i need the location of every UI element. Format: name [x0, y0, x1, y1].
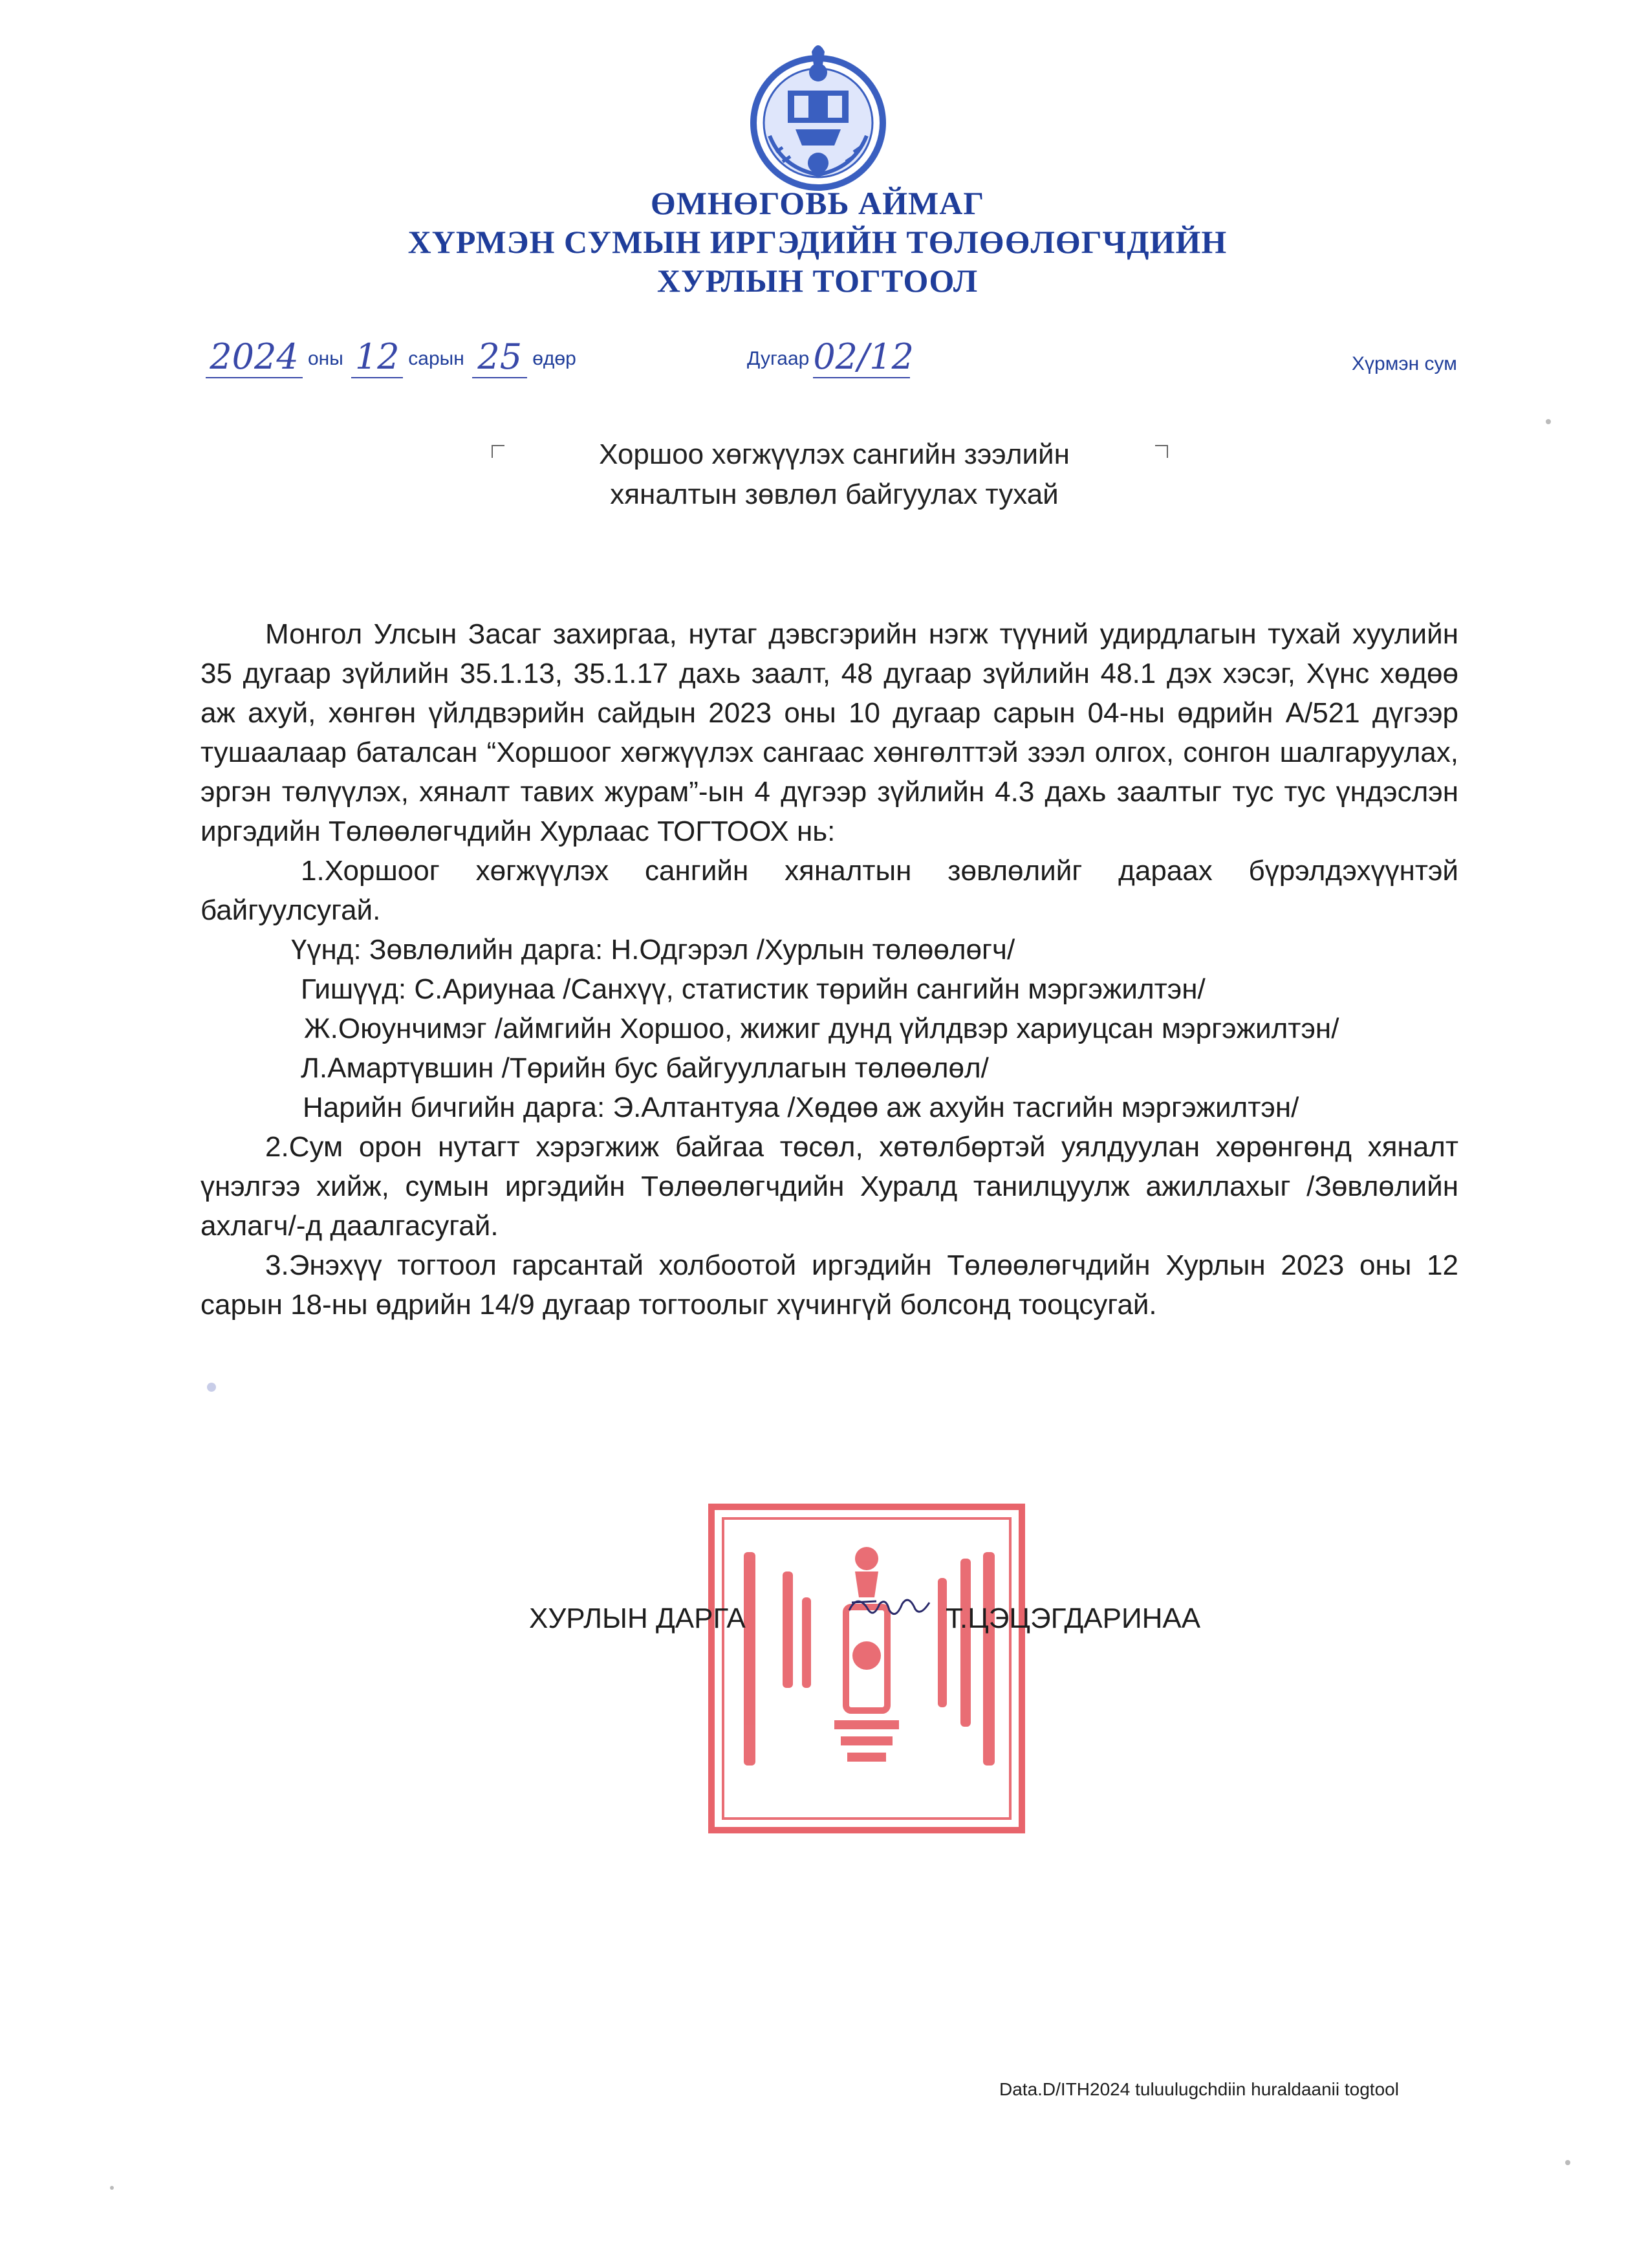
date-month: 12: [351, 336, 403, 378]
signatory-name: Т.ЦЭЦЭГДАРИНАА: [946, 1603, 1201, 1634]
scan-speck: [1546, 419, 1551, 424]
footer-file-path: Data.D/ITH2024 tuluulugchdiin huraldaanii togtool: [999, 2079, 1399, 2099]
subject-line-2: хяналтын зөвлөл байгуулах тухай: [610, 479, 1059, 510]
subject: [530, 435, 1138, 515]
subject-line-1: Хоршоо хөгжүүлэх сангийн зээлийн: [599, 438, 1070, 470]
date-year-suffix: оны: [308, 348, 343, 369]
handwritten-signature-icon: [844, 1584, 935, 1630]
date-month-suffix: сарын: [408, 348, 464, 369]
member-line-3: Ж.Оюунчимэг /аймгийн Хоршоо, жижиг дунд үйлдвэр хариуцсан мэргэжилтэн/: [304, 1013, 1339, 1044]
number-label: Дугаар: [747, 348, 810, 369]
date-year: 2024: [206, 336, 303, 378]
header-aimag: ӨМНӨГОВЬ АЙМАГ: [650, 185, 985, 221]
resolution-body: [200, 614, 1458, 1324]
item-1-paragraph: 1.Хоршоог хөгжүүлэх сангийн хяналтын зөвлөлийг дараах бүрэлдэхүүнтэй байгуулсугай.: [200, 855, 1458, 926]
scan-speck: [110, 2186, 114, 2190]
date-line: [206, 336, 581, 378]
official-seal-icon: [705, 1500, 1028, 1837]
scan-speck: [207, 1383, 216, 1392]
subject-corner-left: [492, 445, 504, 458]
signatory-title: ХУРЛЫН ДАРГА: [529, 1603, 746, 1634]
location: Хүрмэн сум: [1352, 353, 1457, 374]
date-day-suffix: өдөр: [532, 348, 576, 369]
member-chair: Үүнд: Зөвлөлийн дарга: Н.Одгэрэл /Хурлын төлөөлөгч/: [291, 934, 1015, 966]
member-secretary: Нарийн бичгийн дарга: Э.Алтантуяа /Хөдөө аж ахуйн тасгийн мэргэжилтэн/: [303, 1092, 1299, 1123]
member-line-2: Гишүүд: С.Ариунаа /Санхүү, статистик төрийн сангийн мэргэжилтэн/: [301, 973, 1206, 1005]
number-line: [747, 336, 914, 378]
item-3-paragraph: 3.Энэхүү тогтоол гарсантай холбоотой иргэдийн Төлөөлөгчдийн Хурлын 2023 оны 12 сарын 18-ны өдрийн 14/9 дугаар тогтоолыг хүчингүй болсонд тооцсугай.: [200, 1249, 1458, 1321]
subject-corner-right: [1155, 445, 1168, 458]
member-line-4: Л.Амартүвшин /Төрийн бус байгууллагын төлөөлөл/: [301, 1052, 989, 1084]
preamble-paragraph: Монгол Улсын Засаг захиргаа, нутаг дэвсгэрийн нэгж түүний удирдлагын тухай хуулийн 35 дугаар зүйлийн 35.1.13, 35.1.17 дахь заалт, 48 дугаар зүйлийн 48.1 дэх хэсэг, Хүнс хөдөө аж ахуй, хөнгөн үйлдвэрийн сайдын 2023 оны 10 дугаар сарын 04-ны өдрийн А/521 дүгээр тушаалаар баталсан “Хоршоог хөгжүүлэх сангаас хөнгөлттэй зээл олгох, сонгон шалгаруулах, эргэн төлүүлэх, хяналт тавих журам”-ын 4 дүгээр зүйлийн 4.3 дахь заалтыг тус тус үндэслэн иргэдийн Төлөөлөгчдийн Хурлаас ТОГТООХ нь:: [200, 618, 1458, 847]
state-emblem-icon: [744, 39, 893, 194]
header-resolution: ХУРЛЫН ТОГТООЛ: [656, 263, 979, 299]
resolution-number: 02/12: [813, 336, 914, 377]
header-council: ХҮРМЭН СУМЫН ИРГЭДИЙН ТӨЛӨӨЛӨГЧДИЙН: [407, 224, 1228, 260]
date-day: 25: [472, 336, 527, 378]
item-2-paragraph: 2.Сум орон нутагт хэрэгжиж байгаа төсөл, хөтөлбөртэй уялдуулан хөрөнгөнд хяналт үнэлгээ хийж, сумын иргэдийн Төлөөлөгчдийн Хуралд танилцуулж ажиллахыг /Зөвлөлийн ахлагч/-д даалгасугай.: [200, 1131, 1458, 1242]
scan-speck: [1565, 2160, 1570, 2165]
